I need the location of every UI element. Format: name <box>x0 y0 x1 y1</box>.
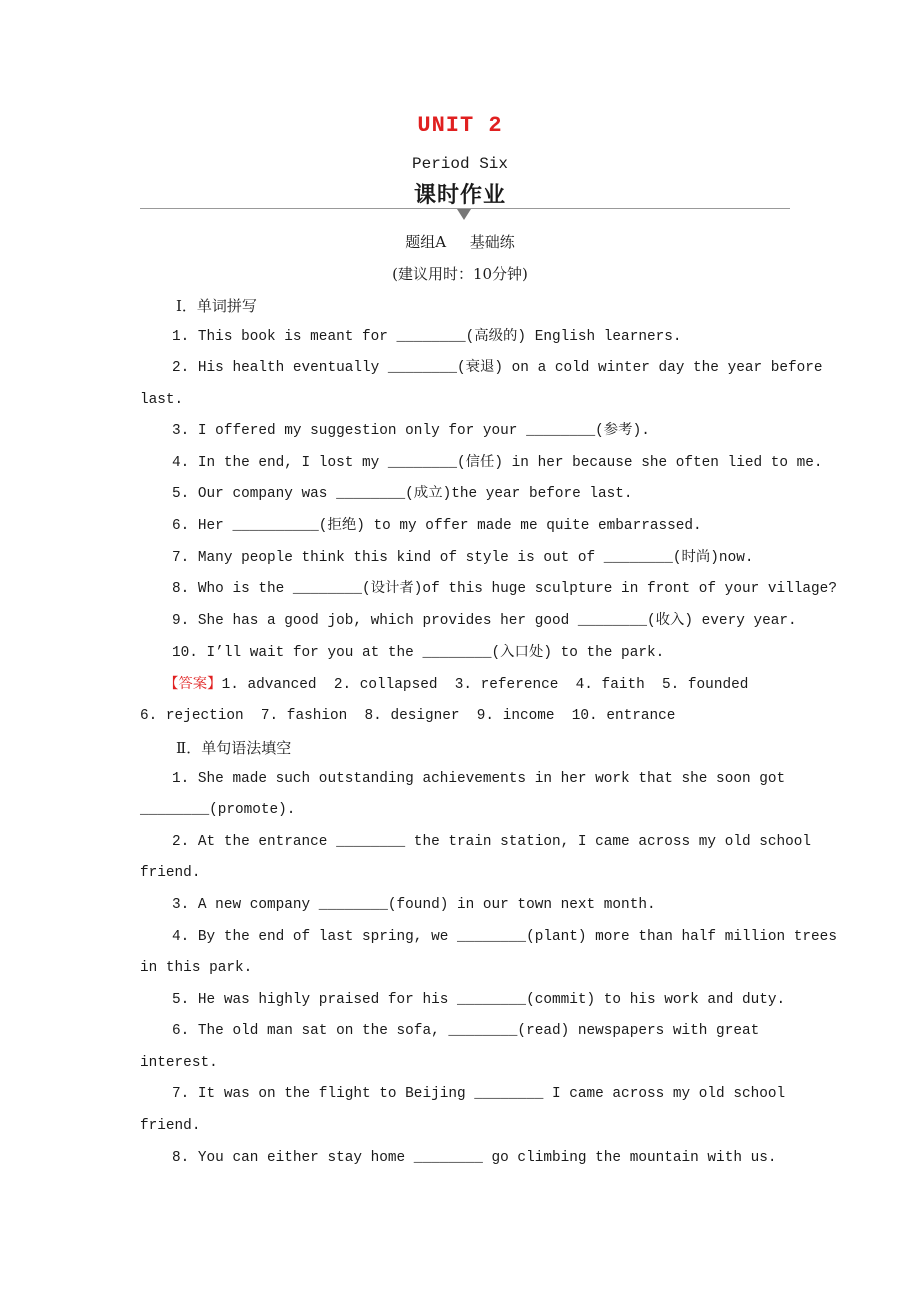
question-line: 2. His health eventually ________(衰退) on a cold winter day the year before <box>172 360 823 376</box>
question-line: 10. I’ll wait for you at the ________(入口处) to the park. <box>172 645 665 661</box>
question-line: 9. She has a good job, which provides her good ________(收入) every year. <box>172 613 797 629</box>
question-line: friend. <box>140 865 201 881</box>
answer-line <box>164 674 748 695</box>
question-line: 6. Her __________(拒绝) to my offer made me quite embarrassed. <box>172 518 702 534</box>
question-line: 5. He was highly praised for his ________(commit) to his work and duty. <box>172 992 786 1008</box>
question-line: 8. Who is the ________(设计者)of this huge sculpture in front of your village? <box>172 581 837 597</box>
answer-text: 1. advanced 2. collapsed 3. reference 4. faith 5. founded <box>221 677 749 693</box>
answer-line: 6. rejection 7. fashion 8. designer 9. income 10. entrance <box>140 708 676 724</box>
question-line: in this park. <box>140 960 253 976</box>
time-hint: (建议用时：10分钟) <box>392 265 528 283</box>
homework-title: 课时作业 <box>413 182 506 208</box>
question-line: 3. A new company ________(found) in our town next month. <box>172 897 656 913</box>
period-subtitle: Period Six <box>411 155 508 173</box>
section2-heading: Ⅱ．单句语法填空 <box>176 739 292 757</box>
unit-title: UNIT 2 <box>417 113 503 138</box>
group-name: 基础练 <box>469 233 515 251</box>
question-line: interest. <box>140 1055 218 1071</box>
question-line: 4. By the end of last spring, we ________(plant) more than half million trees <box>172 929 837 945</box>
question-line: 6. The old man sat on the sofa, ________(read) newspapers with great <box>172 1023 760 1039</box>
question-line: ________(promote). <box>140 802 296 818</box>
question-line: 7. Many people think this kind of style is out of ________(时尚)now. <box>172 550 754 566</box>
question-line: 8. You can either stay home ________ go climbing the mountain with us. <box>172 1150 777 1166</box>
question-line: last. <box>140 392 184 408</box>
question-line: 7. It was on the flight to Beijing ________ I came across my old school <box>172 1086 786 1102</box>
group-label: 题组A <box>405 233 447 251</box>
question-line: 1. This book is meant for ________(高级的) English learners. <box>172 329 682 345</box>
question-line: friend. <box>140 1118 201 1134</box>
answer-tag: 【答案】 <box>164 676 222 692</box>
divider-arrow-icon <box>457 209 471 220</box>
section1-heading: Ⅰ．单词拼写 <box>176 297 257 315</box>
question-line: 5. Our company was ________(成立)the year before last. <box>172 486 633 502</box>
question-line: 1. She made such outstanding achievements in her work that she soon got <box>172 771 786 787</box>
question-line: 4. In the end, I lost my ________(信任) in her because she often lied to me. <box>172 455 823 471</box>
question-line: 2. At the entrance ________ the train station, I came across my old school <box>172 834 812 850</box>
question-line: 3. I offered my suggestion only for your ________(参考). <box>172 423 650 439</box>
group-heading <box>0 231 920 253</box>
